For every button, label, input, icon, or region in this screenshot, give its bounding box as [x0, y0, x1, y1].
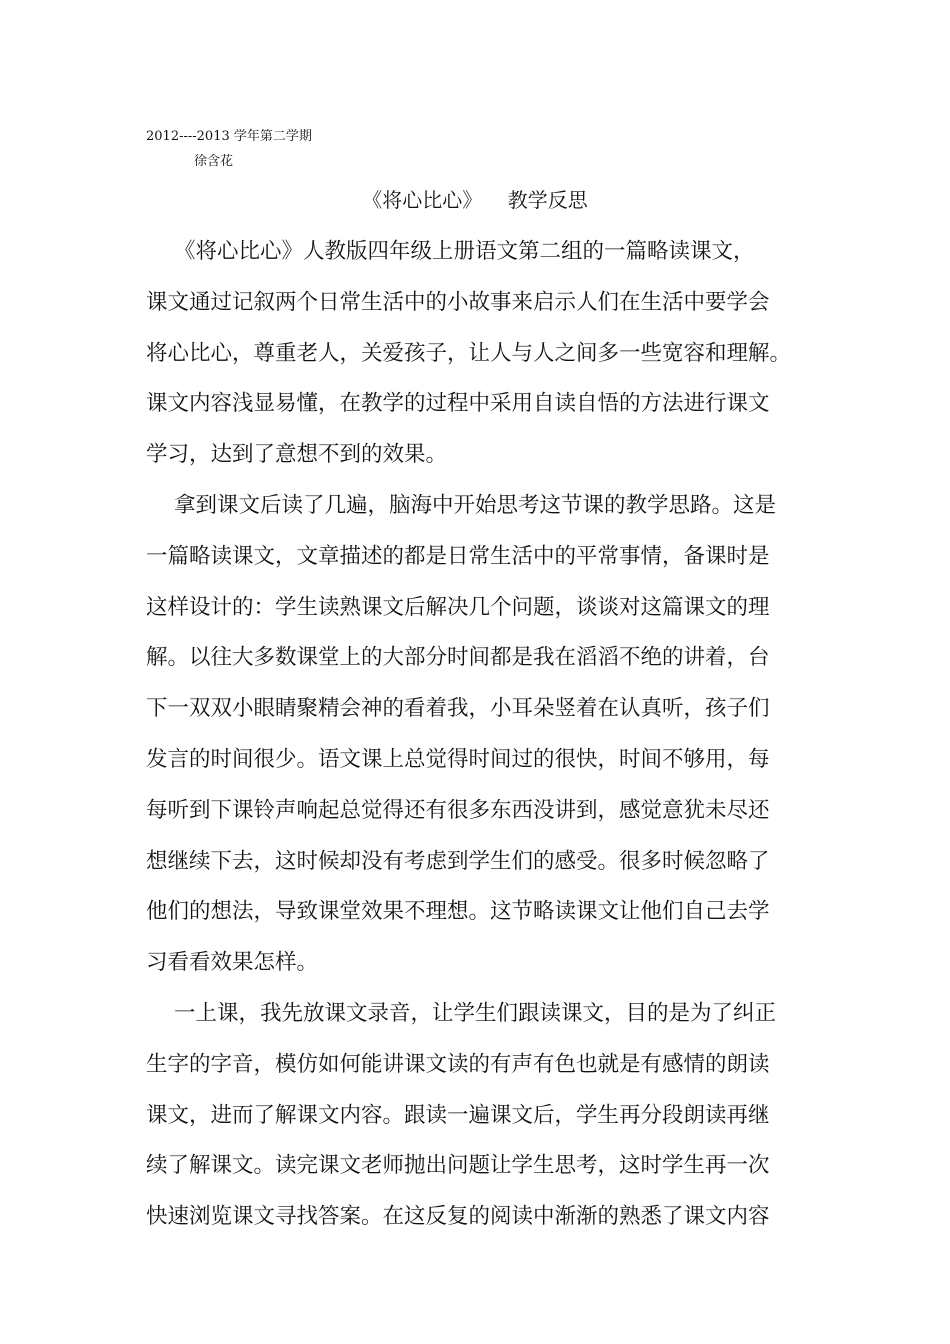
semester-label: 2012----2013 学年第二学期: [146, 129, 312, 144]
paragraph-line: 下一双双小眼睛聚精会神的看着我，小耳朵竖着在认真听，孩子们: [146, 696, 770, 722]
paragraph-line: 《将心比心》人教版四年级上册语文第二组的一篇略读课文，: [174, 239, 755, 264]
paragraph-line: 一篇略读课文，文章描述的都是日常生活中的平常事情，备课时是: [146, 543, 770, 569]
document-title: 《将心比心》 教学反思: [362, 188, 588, 212]
paragraph-line: 这样设计的：学生读熟课文后解决几个问题，谈谈对这篇课文的理: [146, 594, 770, 620]
paragraph-line: 发言的时间很少。语文课上总觉得时间过的很快，时间不够用，每: [146, 746, 770, 772]
author-name: 徐含花: [194, 154, 234, 169]
paragraph-line: 解。以往大多数课堂上的大部分时间都是我在滔滔不绝的讲着，台: [146, 645, 770, 671]
paragraph-line: 将心比心，尊重老人，关爱孩子，让人与人之间多一些宽容和理解。: [146, 340, 792, 366]
paragraph-line: 快速浏览课文寻找答案。在这反复的阅读中渐渐的熟悉了课文内容: [146, 1204, 770, 1230]
paragraph-line: 一上课，我先放课文录音，让学生们跟读课文，目的是为了纠正: [174, 1000, 777, 1026]
paragraph-line: 学习，达到了意想不到的效果。: [146, 442, 448, 468]
paragraph-line: 他们的想法，导致课堂效果不理想。这节略读课文让他们自己去学: [146, 899, 770, 925]
paragraph-line: 生字的字音，模仿如何能讲课文读的有声有色也就是有感情的朗读: [146, 1051, 770, 1077]
paragraph-line: 拿到课文后读了几遍，脑海中开始思考这节课的教学思路。这是: [174, 492, 777, 518]
paragraph-line: 课文内容浅显易懂，在教学的过程中采用自读自悟的方法进行课文: [146, 391, 770, 417]
paragraph-line: 课文，进而了解课文内容。跟读一遍课文后，学生再分段朗读再继: [146, 1102, 770, 1128]
paragraph-line: 课文通过记叙两个日常生活中的小故事来启示人们在生活中要学会: [146, 289, 770, 315]
paragraph-line: 每听到下课铃声响起总觉得还有很多东西没讲到，感觉意犹未尽还: [146, 797, 770, 823]
paragraph-line: 续了解课文。读完课文老师抛出问题让学生思考，这时学生再一次: [146, 1153, 770, 1179]
paragraph-line: 习看看效果怎样。: [146, 950, 319, 976]
document-body: [146, 236, 816, 1252]
paragraph-line: 想继续下去，这时候却没有考虑到学生们的感受。很多时候忽略了: [146, 848, 770, 874]
